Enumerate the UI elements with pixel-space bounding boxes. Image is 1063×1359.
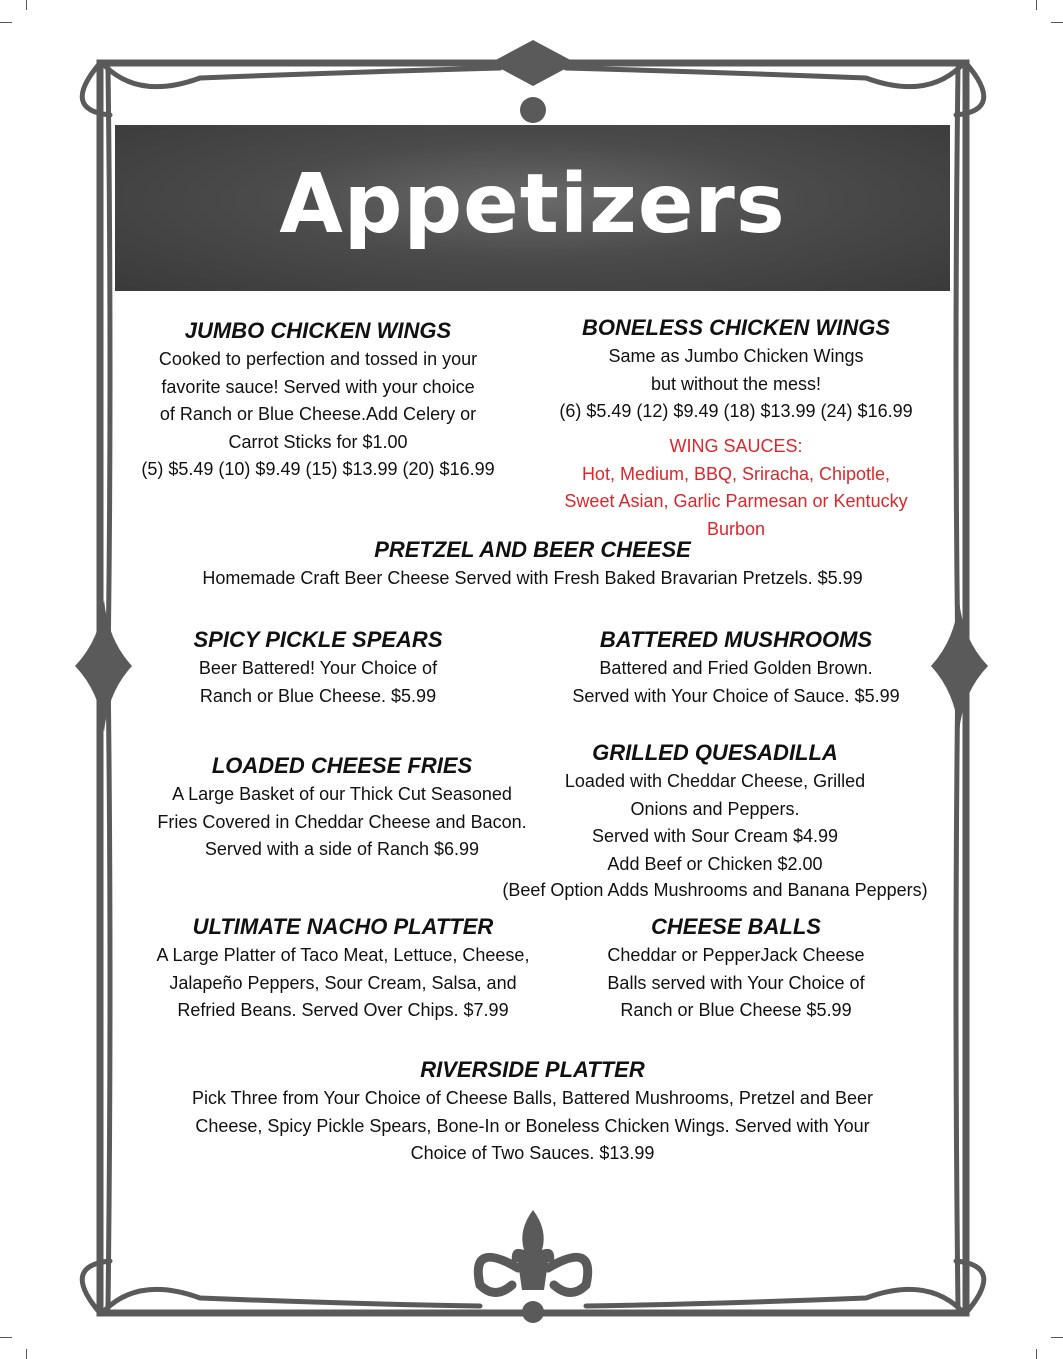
item-price-line: (5) $5.49 (10) $9.49 (15) $13.99 (20) $16.99 [141, 459, 495, 479]
item-description-line: Homemade Craft Beer Cheese Served with Fresh Baked Bravarian Pretzels. $5.99 [202, 568, 863, 588]
item-description-line: Cheddar or PepperJack Cheese [607, 945, 865, 965]
menu-item-grilled-quesadilla [530, 738, 900, 878]
item-description-line: Pick Three from Your Choice of Cheese Balls, Battered Mushrooms, Pretzel and Beer [191, 1088, 873, 1108]
quesadilla-beef-note [470, 877, 960, 905]
title-banner [115, 125, 950, 291]
item-name: BATTERED MUSHROOMS [599, 627, 873, 652]
item-name: SPICY PICKLE SPEARS [193, 627, 443, 652]
item-price-line: (6) $5.49 (12) $9.49 (18) $13.99 (24) $16.99 [559, 401, 913, 421]
item-price-line: Add Beef or Chicken $2.00 [607, 853, 823, 874]
item-description-line: A Large Basket of our Thick Cut Seasoned [172, 784, 512, 804]
menu-item-battered-mushrooms [531, 625, 941, 710]
item-description-line: Cheese, Spicy Pickle Spears, Bone-In or Boneless Chicken Wings. Served with Your [195, 1115, 870, 1136]
menu-item-jumbo-chicken-wings [108, 316, 528, 484]
item-price-line: Served with Your Choice of Sauce. $5.99 [572, 685, 900, 706]
menu-item-riverside-platter [140, 1055, 925, 1168]
item-description-line: Carrot Sticks for $1.00 [228, 431, 408, 452]
wing-sauces-line: Hot, Medium, BBQ, Sriracha, Chipotle, [581, 463, 891, 484]
item-description-line: Balls served with Your Choice of [607, 972, 865, 993]
item-price-line: Ranch or Blue Cheese. $5.99 [199, 685, 437, 706]
item-description-line: Same as Jumbo Chicken Wings [608, 346, 864, 366]
item-description-line: Jalapeño Peppers, Sour Cream, Salsa, and [169, 972, 517, 993]
item-description-line: but without the mess! [650, 373, 822, 394]
item-name: LOADED CHEESE FRIES [211, 753, 473, 778]
menu-item-spicy-pickle-spears [118, 625, 518, 710]
item-description-line: Cooked to perfection and tossed in your [158, 349, 478, 369]
item-description-line: Onions and Peppers. [630, 798, 800, 819]
item-description-line: Beer Battered! Your Choice of [198, 658, 438, 678]
page-title: Appetizers [279, 156, 786, 252]
item-price-line: Served with Sour Cream $4.99 [591, 826, 839, 846]
menu-item-boneless-chicken-wings [526, 313, 946, 426]
menu-item-cheese-balls [561, 912, 911, 1025]
item-description-line: of Ranch or Blue Cheese.Add Celery or [159, 404, 477, 424]
item-price-line: Served with a side of Ranch $6.99 [204, 839, 480, 859]
item-price-line: Choice of Two Sauces. $13.99 [410, 1143, 655, 1163]
item-description-line: A Large Platter of Taco Meat, Lettuce, Cheese, [156, 945, 530, 965]
item-name: RIVERSIDE PLATTER [420, 1057, 645, 1082]
menu-item-ultimate-nacho-platter [118, 912, 568, 1025]
wing-sauces-line: Sweet Asian, Garlic Parmesan or Kentucky [564, 491, 908, 511]
item-name: PRETZEL AND BEER CHEESE [374, 537, 691, 562]
item-name: BONELESS CHICKEN WINGS [581, 315, 891, 340]
item-price-line: Refried Beans. Served Over Chips. $7.99 [177, 1000, 509, 1020]
menu-item-loaded-cheese-fries [122, 751, 562, 864]
item-description-line: (Beef Option Adds Mushrooms and Banana Peppers) [502, 880, 928, 900]
item-name: GRILLED QUESADILLA [592, 740, 838, 765]
item-description-line: Loaded with Cheddar Cheese, Grilled [564, 771, 866, 791]
item-name: JUMBO CHICKEN WINGS [184, 318, 452, 343]
wing-sauces-heading: WING SAUCES: [669, 436, 803, 456]
item-name: ULTIMATE NACHO PLATTER [192, 914, 494, 939]
menu-item-pretzel-beer-cheese [130, 535, 935, 593]
item-description-line: favorite sauce! Served with your choice [161, 376, 475, 397]
wing-sauces-line: Burbon [706, 518, 766, 539]
item-name: CHEESE BALLS [651, 914, 821, 939]
item-price-line: Ranch or Blue Cheese $5.99 [620, 1000, 852, 1020]
item-description-line: Battered and Fried Golden Brown. [599, 658, 873, 678]
item-description-line: Fries Covered in Cheddar Cheese and Bacon. [157, 811, 527, 832]
wing-sauces-list [526, 433, 946, 543]
